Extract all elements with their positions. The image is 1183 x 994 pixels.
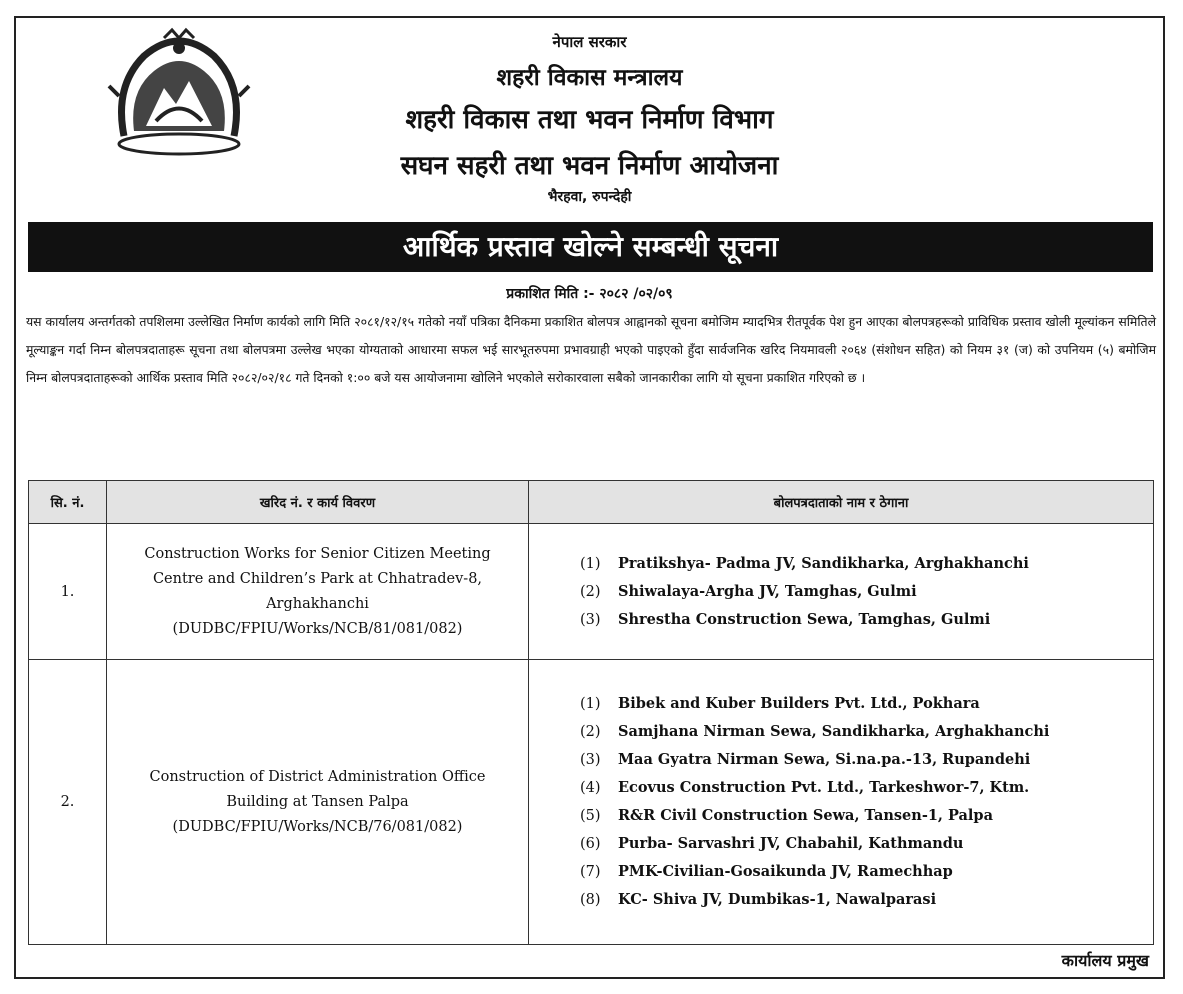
row-bidders bbox=[529, 660, 1154, 945]
notice-frame bbox=[14, 16, 1165, 979]
published-date: प्रकाशित मिति :- २०८२ /०२/०९ bbox=[506, 286, 673, 302]
table-header-row bbox=[29, 481, 1154, 524]
description-line: Arghakhanchi bbox=[266, 595, 369, 612]
header-description: खरिद नं. र कार्य विवरण bbox=[107, 481, 529, 524]
notice-body: यस कार्यालय अन्तर्गतको तपशिलमा उल्लेखित निर्माण कार्यको लागि मिति २०८१/१२/१५ गतेको नयाँ पत्रिका दैनिकमा प्रकाशित बोलपत्र आह्वानको सूचना बमोजिम म्यादभित्र रीतपूर्वक पेश हुन आएका बोलपत्रहरूको प्राविधिक प्रस्ताव खोली मूल्यांकन समितिले मूल्याङ्कन गर्दा निम्न बोलपत्रदाताहरू सूचना तथा बोलपत्रमा उल्लेख भएका योग्यताको आधारमा सफल भई सारभूतरुपमा प्रभावग्राही भएको पाइएको हुँदा सार्वजनिक खरिद नियमावली २०६४ (संशोधन सहित) को नियम ३१ (ज) को उपनियम (५) बमोजिम निम्न बोलपत्रदाताहरूको आर्थिक प्रस्ताव मिति २०८२/०२/१८ गते दिनको १:०० बजे यस आयोजनामा खोलिने भएकोले सरोकारवाला सबैको जानकारीका लागि यो सूचना प्रकाशित गरिएको छ । bbox=[26, 314, 1156, 385]
list-item: (2) Samjhana Nirman Sewa, Sandikharka, Arghakhanchi bbox=[580, 723, 1050, 740]
description-line: Building at Tansen Palpa bbox=[226, 793, 409, 810]
government-name: नेपाल सरकार bbox=[552, 33, 627, 51]
ministry-name: शहरी विकास मन्त्रालय bbox=[496, 65, 683, 91]
description-line: (DUDBC/FPIU/Works/NCB/76/081/082) bbox=[172, 818, 463, 835]
signature: कार्यालय प्रमुख bbox=[1061, 951, 1149, 970]
row-sn: 2. bbox=[29, 660, 107, 945]
description-line: Construction of District Administration Office bbox=[149, 768, 486, 785]
description-line: Construction Works for Senior Citizen Meeting bbox=[144, 545, 491, 562]
project-name: सघन सहरी तथा भवन निर्माण आयोजना bbox=[400, 151, 779, 181]
row-sn: 1. bbox=[29, 524, 107, 660]
bidder-list bbox=[530, 690, 1152, 914]
row-bidders bbox=[529, 524, 1154, 660]
list-item: (7) PMK-Civilian-Gosaikunda JV, Ramechhap bbox=[580, 863, 953, 880]
list-item: (6) Purba- Sarvashri JV, Chabahil, Kathmandu bbox=[580, 835, 964, 852]
row-description bbox=[107, 524, 529, 660]
description-line: (DUDBC/FPIU/Works/NCB/81/081/082) bbox=[172, 620, 463, 637]
department-name: शहरी विकास तथा भवन निर्माण विभाग bbox=[405, 105, 774, 135]
notice-title: आर्थिक प्रस्ताव खोल्ने सम्बन्धी सूचना bbox=[28, 222, 1153, 272]
row-description bbox=[107, 660, 529, 945]
list-item: (8) KC- Shiva JV, Dumbikas-1, Nawalparasi bbox=[580, 891, 937, 908]
list-item: (1) Bibek and Kuber Builders Pvt. Ltd., Pokhara bbox=[580, 695, 980, 712]
list-item: (2) Shiwalaya-Argha JV, Tamghas, Gulmi bbox=[580, 582, 917, 600]
list-item: (3) Shrestha Construction Sewa, Tamghas, Gulmi bbox=[580, 610, 991, 628]
list-item: (1) Pratikshya- Padma JV, Sandikharka, Arghakhanchi bbox=[580, 554, 1029, 572]
list-item: (3) Maa Gyatra Nirman Sewa, Si.na.pa.-13, Rupandehi bbox=[580, 751, 1031, 768]
bidder-list bbox=[530, 550, 1152, 634]
header-bidders: बोलपत्रदाताको नाम र ठेगाना bbox=[529, 481, 1154, 524]
header-sn: सि. नं. bbox=[29, 481, 107, 524]
table-row bbox=[29, 524, 1154, 660]
list-item: (5) R&R Civil Construction Sewa, Tansen-1, Palpa bbox=[580, 807, 993, 824]
list-item: (4) Ecovus Construction Pvt. Ltd., Tarkeshwor-7, Ktm. bbox=[580, 779, 1030, 796]
description-line: Centre and Children’s Park at Chhatradev-8, bbox=[152, 570, 483, 587]
bidders-table bbox=[28, 480, 1154, 945]
table-row bbox=[29, 660, 1154, 945]
office-location: भैरहवा, रुपन्देही bbox=[547, 189, 632, 205]
